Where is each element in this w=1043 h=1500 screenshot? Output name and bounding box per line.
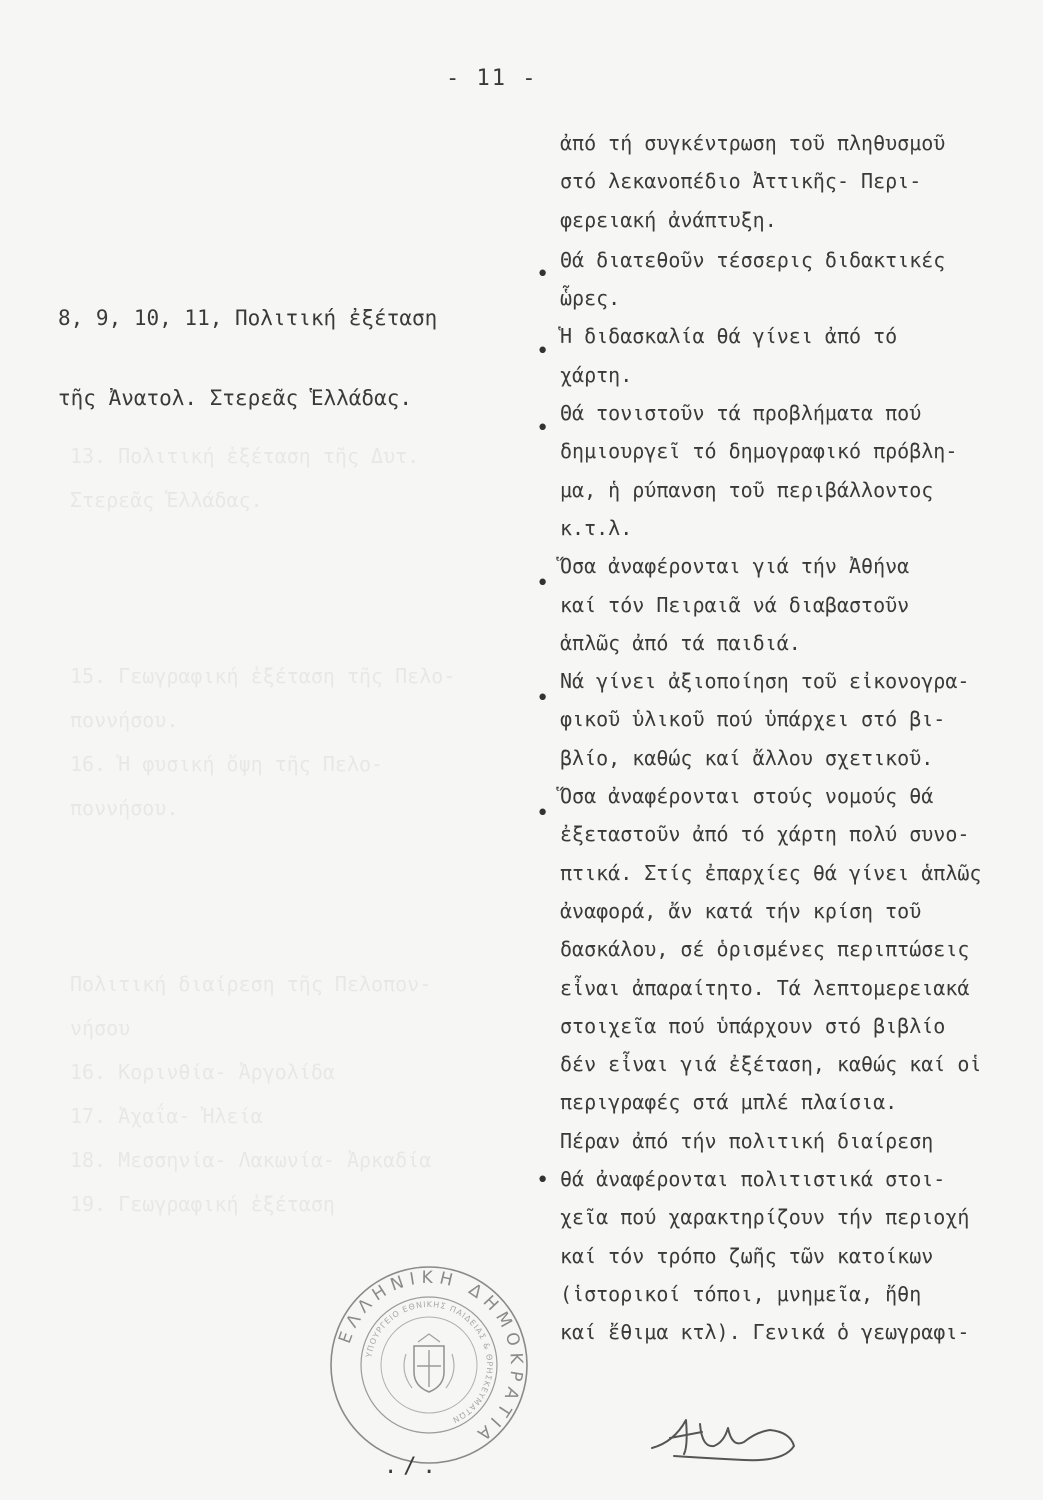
seal-inner-text: ΥΠΟΥΡΓΕΙΟ ΕΘΝΙΚΗΣ ΠΑΙΔΕΙΑΣ & ΘΡΗΣΚΕΥΜΑΤΩΝ — [364, 1299, 495, 1425]
notes-line: φικοῦ ὑλικοῦ πού ὑπάρχει στό βι- — [560, 707, 946, 732]
notes-line: χεῖα πού χαρακτηρίζουν τήν περιοχή — [560, 1205, 970, 1230]
bullet-mark: • — [536, 416, 550, 441]
notes-line: στοιχεῖα πού ὑπάρχουν στό βιβλίο — [560, 1013, 946, 1038]
bullet-mark: • — [536, 1168, 550, 1193]
continuation-mark: ./. — [384, 1454, 442, 1479]
bleed-through-text: 13. Πολιτική ἐξέταση τῆς Δυτ. Στερεᾶς Ἑλλάδας. 15. Γεωγραφική ἐξέταση τῆς Πελο- ποννήσου. 16. Ἡ φυσική ὄψη τῆς Πελο- ποννήσου. Πολιτική διαίρεση τῆς Πελοπον- νήσου 16. Κορινθία- Ἀργολίδα 17. Ἀχαΐα- Ἠλεία 18. Μεσσηνία- Λακωνία- Ἀρκαδία 19. Γεωγραφική ἐξέταση — [70, 444, 456, 1216]
notes-line: δέν εἶναι γιά ἐξέταση, καθώς καί οἱ — [560, 1052, 982, 1077]
notes-line: ἀναφορά, ἄν κατά τήν κρίση τοῦ — [560, 898, 922, 923]
notes-line: ἐξεταστοῦν ἀπό τό χάρτη πολύ συνο- — [560, 822, 970, 847]
notes-line: ἀπό τή συγκέντρωση τοῦ πληθυσμοῦ — [560, 131, 946, 155]
notes-line: εἶναι ἀπαραίτητο. Τά λεπτομερειακά — [560, 975, 970, 1000]
notes-line: χάρτη. — [560, 362, 633, 387]
bullet-mark: • — [536, 686, 550, 711]
notes-line: καί τόν τρόπο ζωῆς τῶν κατοίκων — [560, 1243, 934, 1268]
topic-line: 8, 9, 10, 11, Πολιτική ἐξέταση — [58, 306, 438, 330]
notes-line: θά ἀναφέρονται πολιτιστικά στοι- — [560, 1167, 946, 1192]
notes-line: δασκάλου, σέ ὁρισμένες περιπτώσεις — [560, 937, 970, 962]
notes-line: ὧρες. — [560, 286, 621, 311]
handwritten-signature — [644, 1402, 804, 1472]
official-seal-stamp — [326, 1262, 532, 1468]
notes-line: μα, ἡ ρύπανση τοῦ περιβάλλοντος — [560, 477, 934, 502]
notes-line: Ὅσα ἀναφέρονται γιά τήν Ἀθήνα — [560, 554, 910, 579]
notes-line: Ὅσα ἀναφέρονται στούς νομούς θά — [560, 784, 934, 809]
notes-line: Θά τονιστοῦν τά προβλήματα πού — [560, 401, 922, 426]
notes-line: κ.τ.λ. — [560, 515, 633, 540]
notes-line: καί ἔθιμα κτλ). Γενικά ὁ γεωγραφι- — [560, 1320, 970, 1345]
notes-line: καί τόν Πειραιᾶ νά διαβαστοῦν — [560, 592, 910, 617]
bullet-mark: • — [536, 262, 550, 287]
notes-column — [560, 124, 1040, 1352]
notes-line: περιγραφές στά μπλέ πλαίσια. — [560, 1090, 898, 1115]
notes-line: φερειακή ἀνάπτυξη. — [560, 207, 777, 232]
notes-line: Πέραν ἀπό τήν πολιτική διαίρεση — [560, 1128, 934, 1153]
coat-of-arms-emblem — [404, 1334, 454, 1392]
page-number: - 11 - — [446, 66, 538, 91]
lesson-topic — [58, 258, 528, 458]
notes-line: βλίο, καθώς καί ἄλλου σχετικοῦ. — [560, 745, 934, 770]
bullet-mark: • — [536, 801, 550, 826]
topic-line: τῆς Ἀνατολ. Στερεᾶς Ἑλλάδας. — [58, 386, 413, 410]
seal-ring-text: ΕΛΛΗΝΙΚΗ ΔΗΜΟΚΡΑΤΙΑ — [335, 1267, 527, 1448]
notes-line: στό λεκανοπέδιο Ἀττικῆς- Περι- — [560, 169, 922, 194]
notes-line: Θά διατεθοῦν τέσσερις διδακτικές — [560, 247, 946, 272]
notes-line: (ἱστορικοί τόποι, μνημεῖα, ἤθη — [560, 1281, 922, 1306]
bullet-mark: • — [536, 571, 550, 596]
bullet-mark: • — [536, 339, 550, 364]
notes-line: πτικά. Στίς ἐπαρχίες θά γίνει ἁπλῶς — [560, 860, 982, 885]
notes-line: Νά γίνει ἀξιοποίηση τοῦ εἰκονογρα- — [560, 669, 970, 694]
notes-line: Ἡ διδασκαλία θά γίνει ἀπό τό — [560, 324, 898, 349]
notes-line: ἁπλῶς ἀπό τά παιδιά. — [560, 630, 801, 655]
notes-line: δημιουργεῖ τό δημογραφικό πρόβλη- — [560, 439, 958, 464]
